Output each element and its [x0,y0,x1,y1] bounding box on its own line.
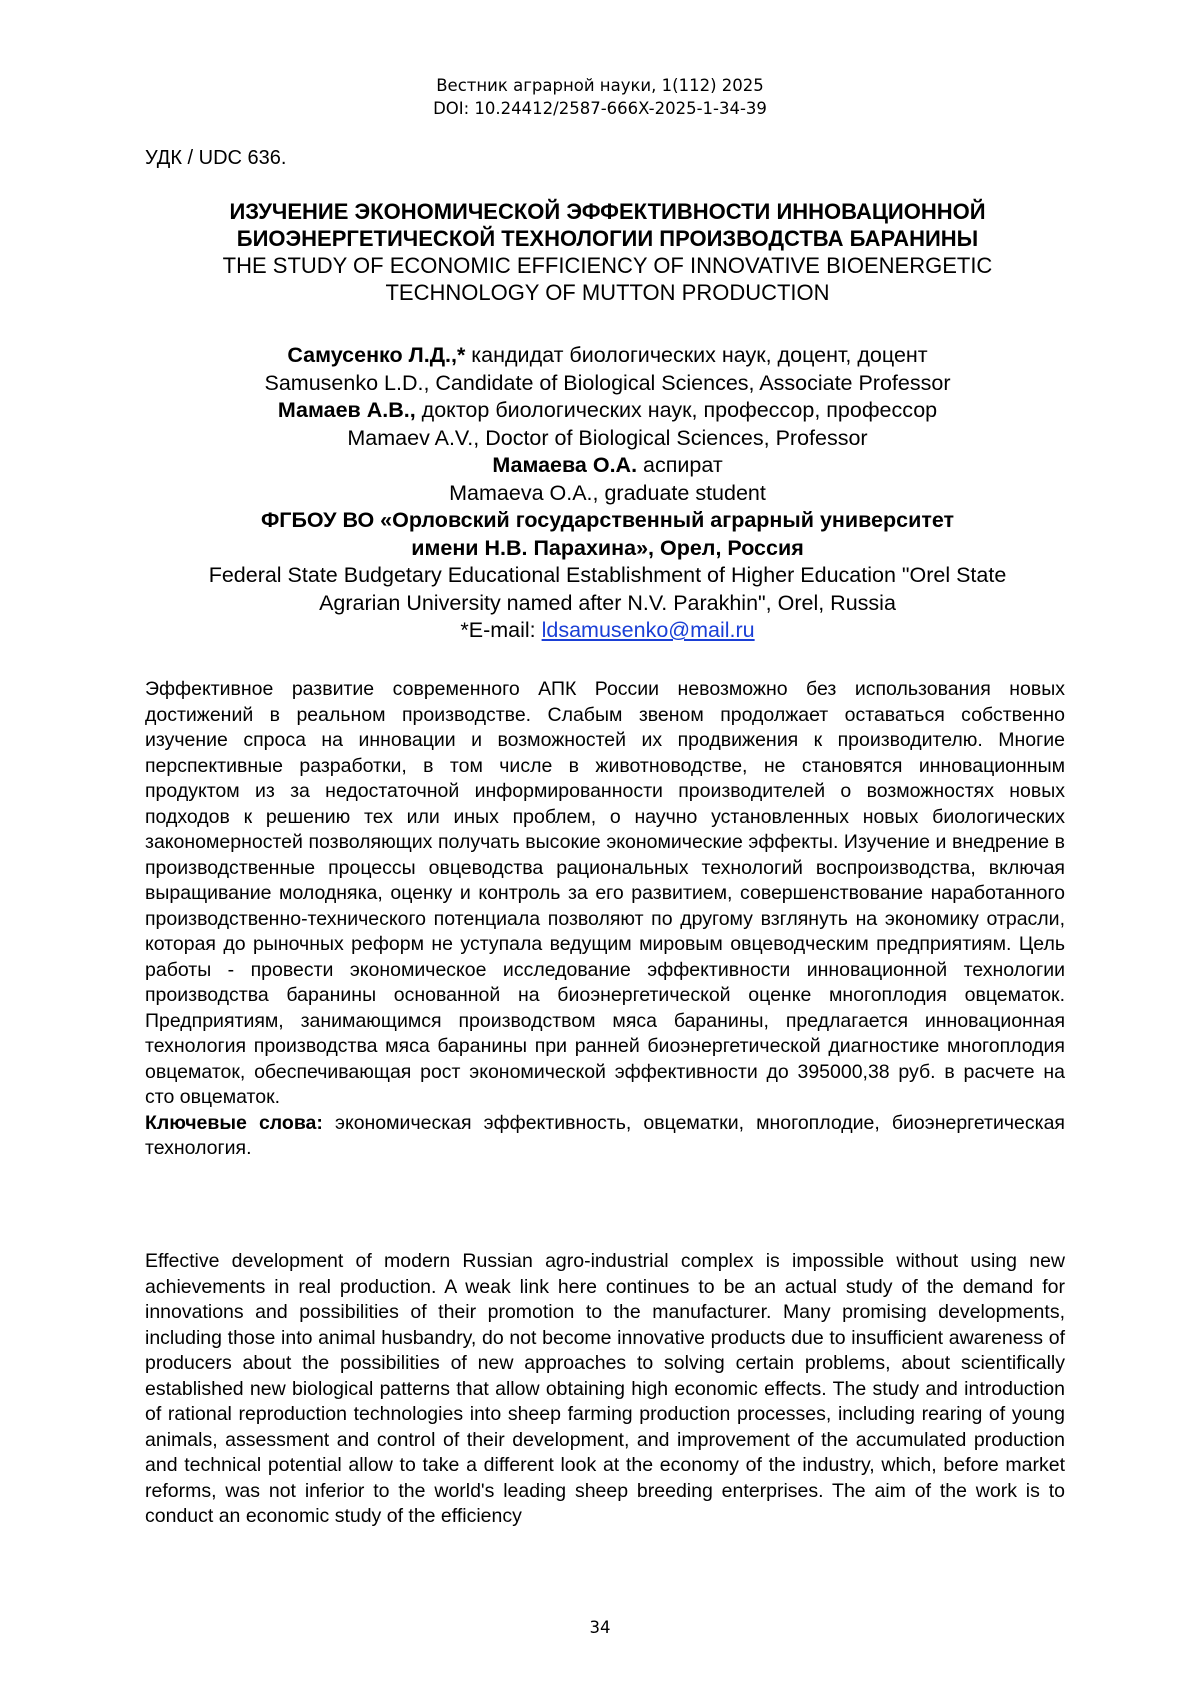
journal-header [0,74,1200,120]
abstract-en-text: Effective development of modern Russian agro-industrial complex is impossible without using new achievements in real production. A weak link here continues to be an actual study of the demand for innovations and possibilities of their promotion to the manufacturer. Many promising developments, including those into animal husbandry, do not become innovative products due to insufficient awareness of producers about the possibilities of new approaches to solving certain problems, about scientifically established new biological patterns that allow obtaining high economic effects. The study and introduction of rational reproduction technologies into sheep farming production processes, including rearing of young animals, assessment and control of their development, and improvement of the accumulated production and technical potential allow to take a different look at the economy of the industry, which, before market reforms, was not inferior to the world's leading sheep breeding enterprises. The aim of the work is to conduct an economic study of the efficiency [145,1250,1065,1527]
title-en-line2: TECHNOLOGY OF MUTTON PRODUCTION [385,280,830,305]
affiliation-en-line1: Federal State Budgetary Educational Establishment of Higher Education "Orel State [208,563,1007,587]
affiliation-ru-line2: имени Н.В. Парахина», Орел, Россия [411,535,804,560]
keywords-text: экономическая эффективность, овцематки, многоплодие, биоэнергетическая технология. [145,1111,1065,1159]
article-title [140,198,1075,306]
author-2-ru [140,397,1075,425]
author-2-en: Mamaev A.V., Doctor of Biological Sciences, Professor [347,425,868,450]
page-number: 34 [589,1618,611,1637]
affiliation-ru-line1: ФГБОУ ВО «Орловский государственный аграрный университет [260,508,955,532]
email-link[interactable]: ldsamusenko@mail.ru [541,618,755,642]
doi: DOI: 10.24412/2587-666X-2025-1-34-39 [433,99,767,118]
author-2-role: доктор биологических наук, профессор, профессор [415,398,938,422]
email-label: *E-mail: [460,618,542,642]
author-3-name: Мамаева О.А. [492,453,638,477]
author-3-en: Mamaeva O.A., graduate student [449,480,766,505]
author-1-name: Самусенко Л.Д.,* [287,343,466,367]
author-1-ru [140,342,1075,370]
abstract-ru [145,677,1065,1162]
title-en-line1: THE STUDY OF ECONOMIC EFFICIENCY OF INNOVATIVE BIOENERGETIC [222,253,993,278]
authors-block [140,342,1075,645]
abstract-ru-text: Эффективное развитие современного АПК России невозможно без использования новых достижений в реальном производстве. Слабым звеном продолжает оставаться собственно изучение спроса на инновации и возможностей их продвижения к производителю. Многие перспективные разработки, в том числе в животноводстве, не становятся инновационным продуктом из за недостаточной информированности производителей о возможностях новых подходов к решению тех или иных проблем, о научно установленных новых биологических закономерностей позволяющих получать высокие экономические эффекты. Изучение и внедрение в производственные процессы овцеводства рациональных технологий воспроизводства, включая выращивание молодняка, оценку и контроль за его развитием, совершенствование наработанного производственно-технического потенциала позволяют по другому взглянуть на экономику отрасли, которая до рыночных реформ не уступала ведущим мировым овцеводческим предприятиям. Цель работы - провести экономическое исследование эффективности инновационной технологии производства баранины основанной на биоэнергетической оценке многоплодия овцематок. Предприятиям, занимающимся производством мяса баранины, предлагается инновационная технология производства мяса баранины при ранней биоэнергетической диагностике многоплодия овцематок, обеспечивающая рост экономической эффективности до 395000,38 руб. в расчете на сто овцематок. [145,678,1065,1108]
title-ru-line2: БИОЭНЕРГЕТИЧЕСКОЙ ТЕХНОЛОГИИ ПРОИЗВОДСТВА БАРАНИНЫ [236,226,979,251]
author-3-role: аспират [637,453,723,477]
email-line [140,617,1075,645]
title-ru-line1: ИЗУЧЕНИЕ ЭКОНОМИЧЕСКОЙ ЭФФЕКТИВНОСТИ ИННОВАЦИОННОЙ [229,199,986,224]
journal-title: Вестник аграрной науки, 1(112) 2025 [436,76,764,95]
abstract-en [145,1249,1065,1530]
keywords-label: Ключевые слова: [145,1111,323,1134]
author-1-en: Samusenko L.D., Candidate of Biological Sciences, Associate Professor [264,370,951,395]
udc-code: УДК / UDC 636. [145,147,287,169]
keywords-ru [145,1111,1065,1162]
author-2-name: Мамаев А.В., [277,398,416,422]
affiliation-en-line2: Agrarian University named after N.V. Parakhin", Orel, Russia [319,590,896,615]
author-1-role: кандидат биологических наук, доцент, доцент [465,343,928,367]
author-3-ru [140,452,1075,480]
